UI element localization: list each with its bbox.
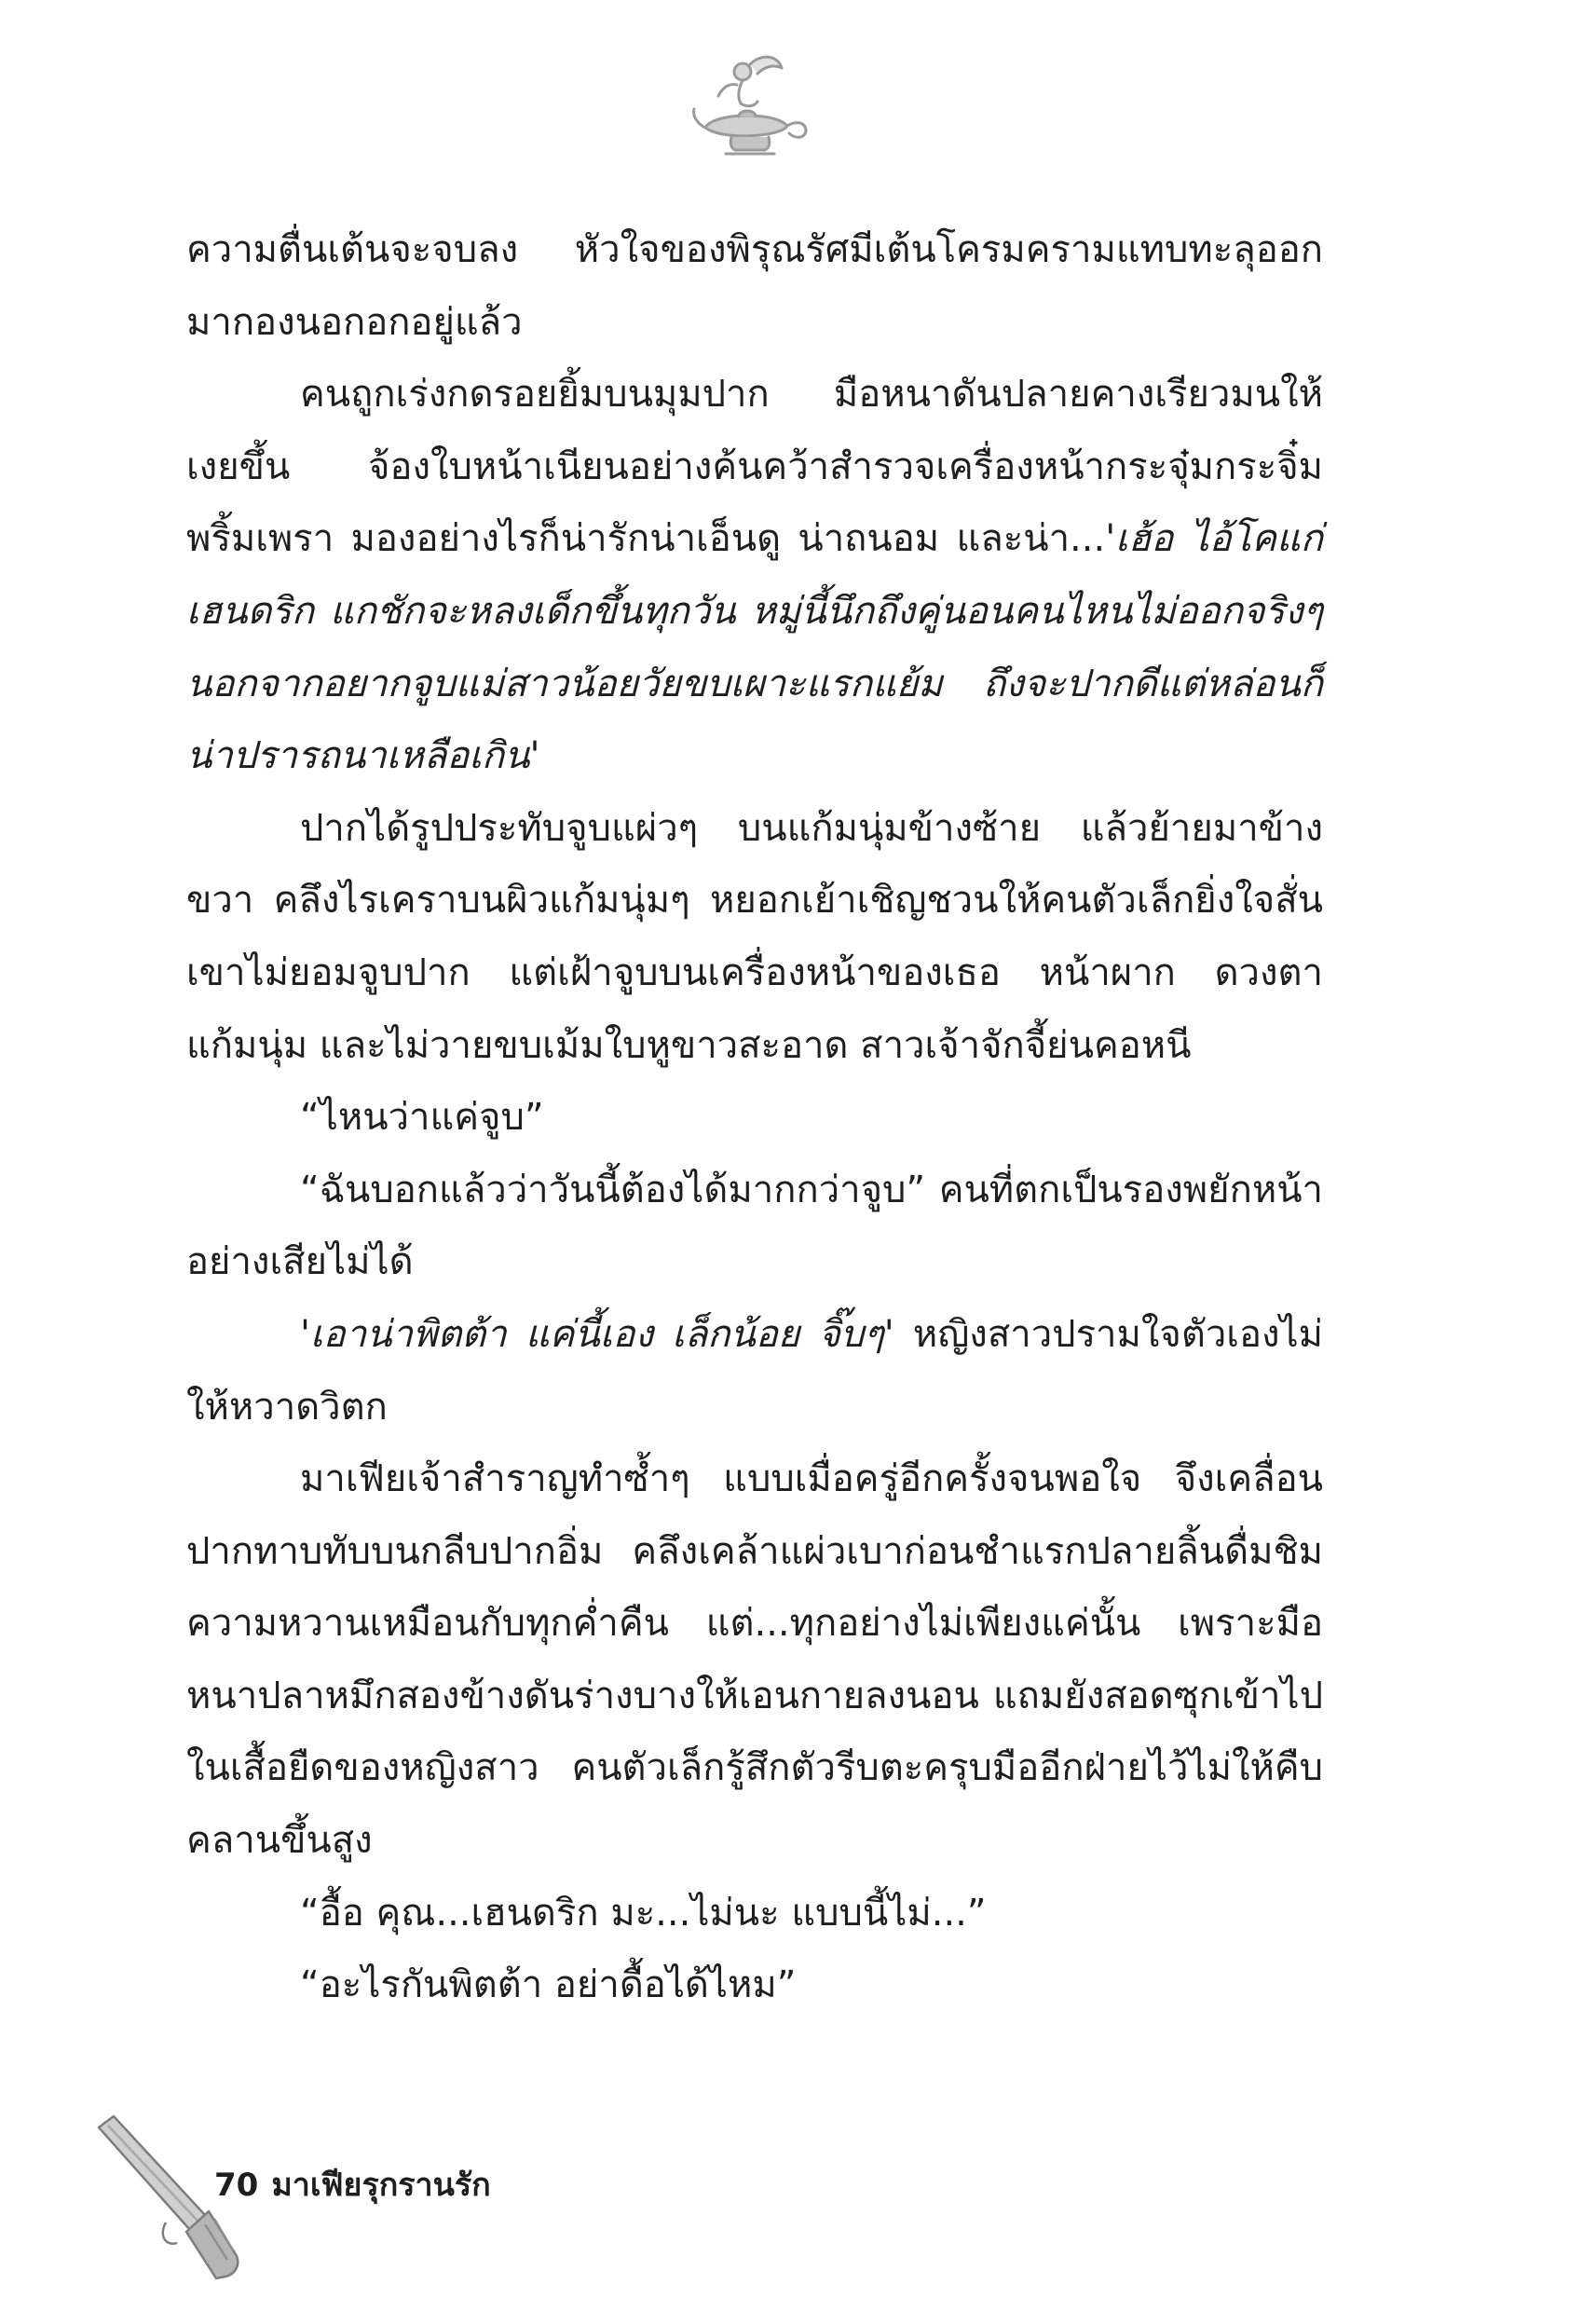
italic-text-run: 'เอาน่าพิตต้า แค่นี้เอง เล็กน้อย จิ๊บๆ'	[300, 1312, 894, 1356]
text-run: “ไหนว่าแค่จูบ”	[300, 1096, 544, 1140]
paragraph	[186, 1155, 1323, 1299]
paragraph	[186, 359, 1323, 793]
paragraph	[186, 793, 1323, 1082]
text-run: “อื้อ คุณ...เฮนดริก มะ...ไม่นะ แบบนี้ไม่...”	[300, 1891, 987, 1935]
page-footer	[214, 2162, 491, 2208]
page-number: 70	[214, 2167, 259, 2204]
lamp-cupid-ornament-icon	[685, 51, 815, 163]
paragraph	[186, 1082, 1323, 1155]
text-run: ปากได้รูปประทับจูบแผ่วๆ บนแก้มนุ่มข้างซ้าย แล้วย้ายมาข้างขวา คลึงไรเคราบนผิวแก้มนุ่มๆ หยอกเย้าเชิญชวนให้คนตัวเล็กยิ่งใจสั่น เขาไม่ยอมจูบปาก แต่เฝ้าจูบบนเครื่องหน้าของเธอ หน้าผาก ดวงตา แก้มนุ่ม และไม่วายขบเม้มใบหูขาวสะอาด สาวเจ้าจักจี้ย่นคอหนี	[186, 806, 1323, 1067]
text-run: ความตื่นเต้นจะจบลง หัวใจของพิรุณรัศมีเต้นโครมครามแทบทะลุออกมากองนอกอกอยู่แล้ว	[186, 228, 1323, 344]
paragraph	[186, 1878, 1323, 1950]
text-body	[186, 214, 1323, 2022]
text-run: คนถูกเร่งกดรอยยิ้มบนมุมปาก มือหนาดันปลายคางเรียวมนให้เงยขึ้น จ้องใบหน้าเนียนอย่างค้นคว้าสำรวจเครื่องหน้ากระจุ๋มกระจิ๋มพริ้มเพรา มองอย่างไรก็น่ารักน่าเอ็นดู น่าถนอม และน่า...	[186, 373, 1323, 561]
paragraph	[186, 1299, 1323, 1443]
paragraph	[186, 1443, 1323, 1878]
text-run: หญิงสาวปรามใจตัวเองไม่ให้หวาดวิตก	[186, 1312, 1323, 1429]
text-run: มาเฟียเจ้าสำราญทำซ้ำๆ แบบเมื่อครู่อีกครั้งจนพอใจ จึงเคลื่อนปากทาบทับบนกลีบปากอิ่ม คลึงเคล้าแผ่วเบาก่อนชำแรกปลายลิ้นดื่มชิมความหวานเหมือนกับทุกค่ำคืน แต่...ทุกอย่างไม่เพียงแค่นั้น เพราะมือหนาปลาหมึกสองข้างดันร่างบางให้เอนกายลงนอน แถมยังสอดซุกเข้าไปในเสื้อยืดของหญิงสาว คนตัวเล็กรู้สึกตัวรีบตะครุบมืออีกฝ่ายไว้ไม่ให้คืบคลานขึ้นสูง	[186, 1457, 1323, 1863]
paragraph	[186, 214, 1323, 359]
text-run: “ฉันบอกแล้วว่าวันนี้ต้องได้มากกว่าจูบ” คนที่ตกเป็นรองพยักหน้าอย่างเสียไม่ได้	[186, 1168, 1323, 1284]
paragraph	[186, 1949, 1323, 2022]
book-title: มาเฟียรุกรานรัก	[271, 2167, 491, 2204]
italic-text-run: 'เฮ้อ ไอ้โคแก่เฮนดริก แกชักจะหลงเด็กขึ้นทุกวัน หมู่นี้นึกถึงคู่นอนคนไหนไม่ออกจริงๆ นอกจากอยากจูบแม่สาวน้อยวัยขบเผาะแรกแย้ม ถึงจะปากดีแต่หล่อนก็น่าปรารถนาเหลือเกิน'	[186, 517, 1323, 778]
text-run: “อะไรกันพิตต้า อย่าดื้อได้ไหม”	[300, 1963, 797, 2007]
